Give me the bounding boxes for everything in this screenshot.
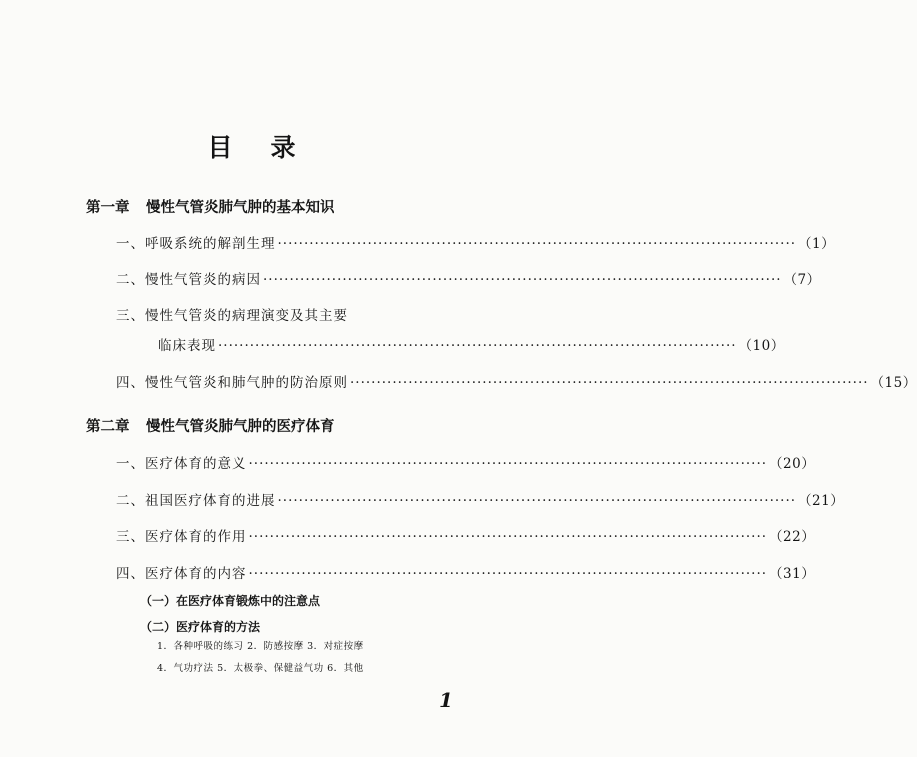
toc-entry-page: （31） [769, 566, 816, 582]
chapter-heading-1 [86, 196, 335, 217]
chapter-heading-2 [86, 415, 335, 436]
toc-entry-page: （15） [870, 375, 917, 391]
toc-entry-label: 一、医疗体育的意义 [116, 456, 247, 472]
dot-leader: ·································································································· [248, 456, 768, 472]
toc-entry-label: 四、医疗体育的内容 [116, 566, 247, 582]
toc-entry-page: （7） [783, 272, 821, 288]
dot-leader: ·································································································· [263, 272, 782, 288]
dot-leader: ·································································································· [248, 529, 768, 545]
chapter-title: 慢性气管炎肺气肿的基本知识 [146, 199, 335, 216]
title-char-2: 录 [270, 133, 298, 162]
toc-entry-label: 三、医疗体育的作用 [116, 529, 247, 545]
toc-entry-page: （20） [769, 456, 816, 472]
subsection-item[interactable]: （二）医疗体育的方法 [140, 620, 261, 634]
toc-entry[interactable] [116, 562, 816, 582]
toc-entry-page: （22） [769, 529, 816, 545]
toc-entry-label: 一、呼吸系统的解剖生理 [116, 236, 276, 252]
toc-entry-label: 临床表现 [158, 338, 216, 354]
chapter-title: 慢性气管炎肺气肿的医疗体育 [146, 418, 335, 435]
page-number: 1 [439, 688, 453, 712]
dot-leader: ·································································································· [277, 236, 797, 252]
method-list-line: 4．气功疗法 5．太极拳、保健益气功 6．其他 [157, 663, 364, 674]
toc-entry-label: 四、慢性气管炎和肺气肿的防治原则 [116, 375, 348, 391]
dot-leader: ·································································································· [350, 375, 869, 391]
toc-entry[interactable] [158, 334, 785, 354]
dot-leader: ·································································································· [248, 566, 768, 582]
dot-leader: ·································································································· [277, 493, 797, 509]
toc-entry[interactable] [116, 489, 845, 509]
title-char-1: 目 [207, 133, 235, 162]
chapter-number: 第一章 [86, 199, 130, 216]
toc-entry[interactable] [116, 452, 816, 472]
method-list-line: 1．各种呼吸的练习 2．防感按摩 3．对症按摩 [157, 641, 364, 652]
toc-entry-page: （1） [798, 236, 836, 252]
toc-entry-label: 二、祖国医疗体育的进展 [116, 493, 276, 509]
subsection-item[interactable]: （一）在医疗体育锻炼中的注意点 [140, 594, 321, 608]
toc-entry-label[interactable]: 三、慢性气管炎的病理演变及其主要 [116, 308, 348, 324]
chapter-number: 第二章 [86, 418, 130, 435]
toc-entry-page: （21） [798, 493, 845, 509]
toc-entry[interactable] [116, 268, 821, 288]
page-title [0, 128, 505, 164]
toc-entry-label: 二、慢性气管炎的病因 [116, 272, 261, 288]
toc-entry[interactable] [116, 525, 816, 545]
toc-entry[interactable] [116, 232, 836, 252]
toc-entry[interactable] [116, 371, 917, 391]
toc-entry-page: （10） [738, 338, 785, 354]
dot-leader: ·································································································· [218, 338, 737, 354]
